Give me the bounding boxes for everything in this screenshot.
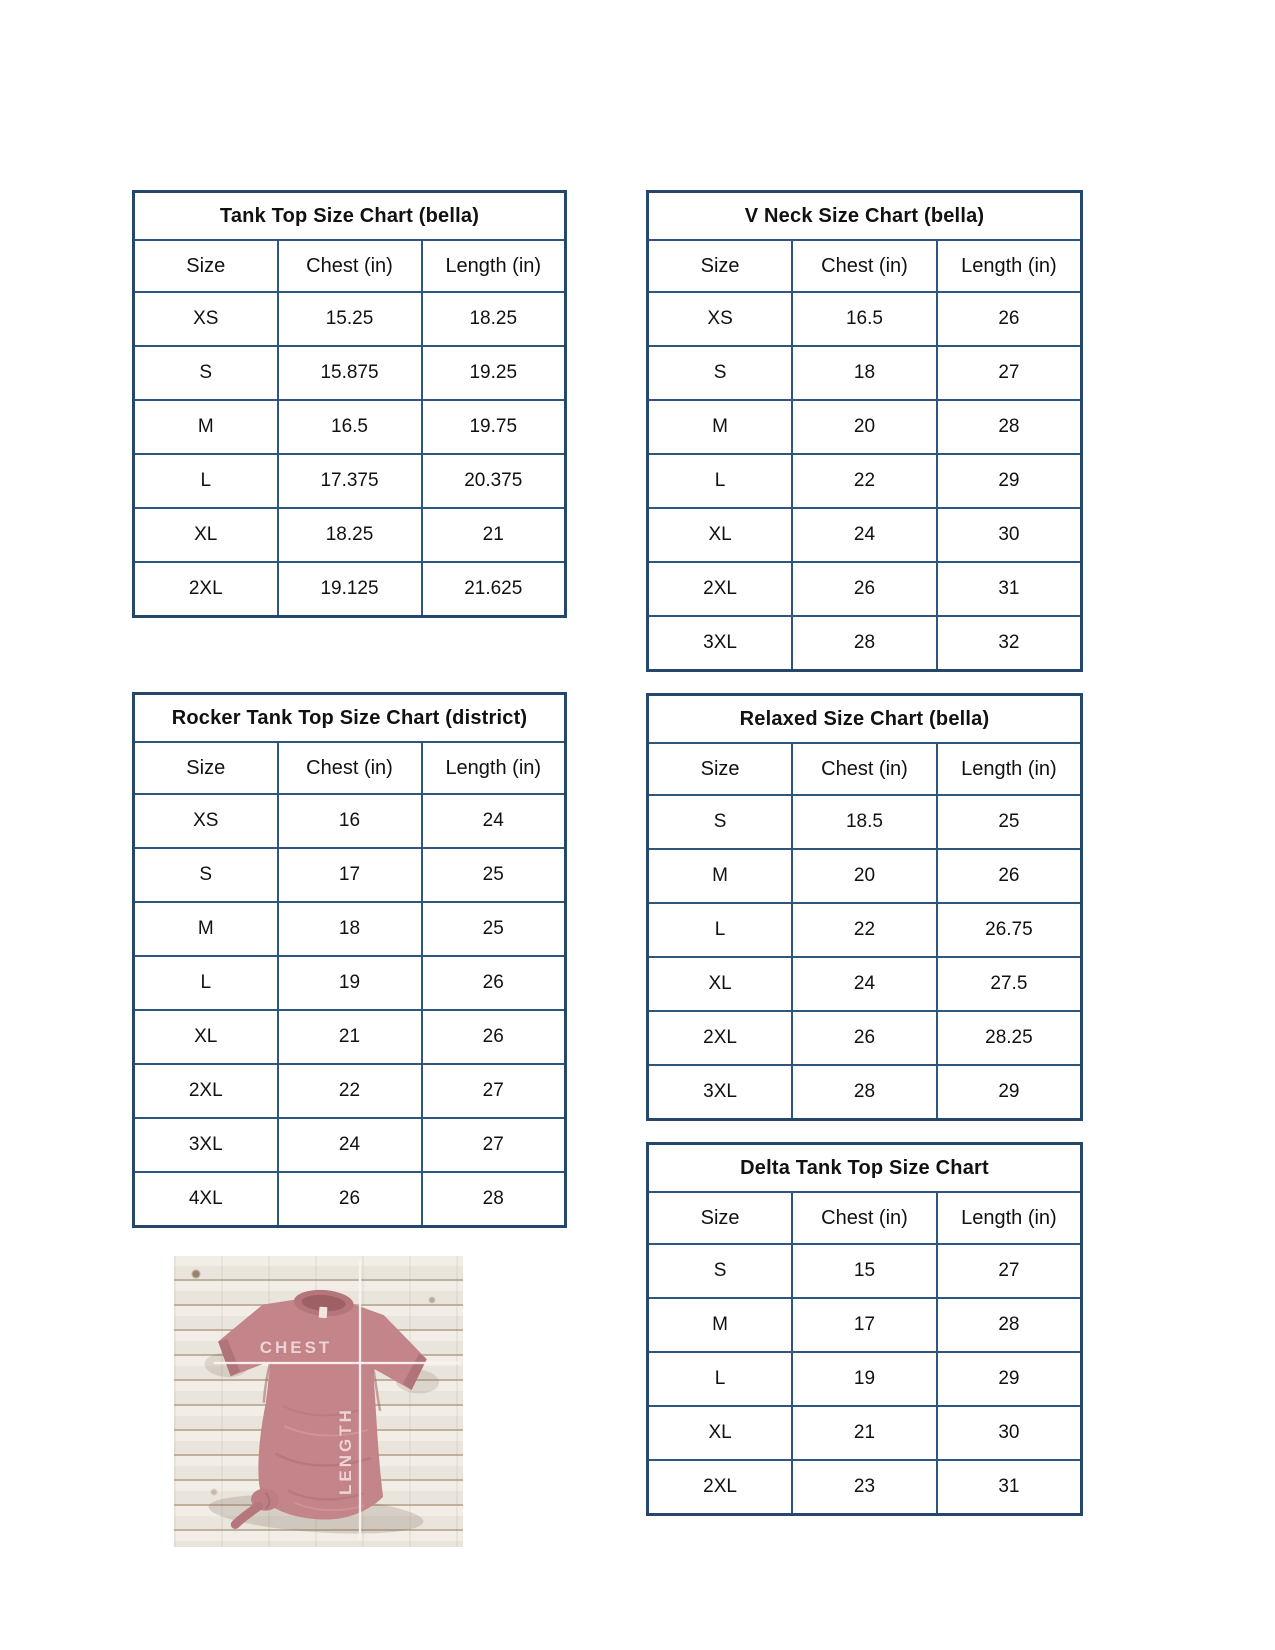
table-cell: 3XL (648, 1065, 793, 1120)
table-cell: 26 (422, 1010, 566, 1064)
table-cell: 21.625 (422, 562, 566, 617)
column-header: Length (in) (422, 240, 566, 292)
table-cell: 22 (792, 903, 937, 957)
table-cell: 26.75 (937, 903, 1082, 957)
table-cell: 28 (422, 1172, 566, 1227)
table-cell: 19 (792, 1352, 937, 1406)
table-cell: 24 (792, 508, 937, 562)
table-row (648, 292, 1082, 346)
table-title-row (134, 192, 566, 241)
table-cell: XL (648, 508, 793, 562)
table-cell: 15.875 (278, 346, 422, 400)
table-row (134, 562, 566, 617)
table-row (134, 292, 566, 346)
table-cell: 21 (422, 508, 566, 562)
table-cell: 28 (792, 1065, 937, 1120)
table-row (648, 1298, 1082, 1352)
table-title: Relaxed Size Chart (bella) (648, 695, 1082, 744)
table-cell: 24 (792, 957, 937, 1011)
column-header: Size (134, 742, 278, 794)
table-cell: 27 (937, 346, 1082, 400)
table-row (134, 1010, 566, 1064)
length-label: LENGTH (336, 1407, 355, 1495)
column-header: Size (648, 240, 793, 292)
table-cell: 18.25 (422, 292, 566, 346)
table-cell: 16.5 (278, 400, 422, 454)
table-cell: S (134, 848, 278, 902)
table-cell: 20 (792, 400, 937, 454)
column-header: Chest (in) (792, 1192, 937, 1244)
table-title: Tank Top Size Chart (bella) (134, 192, 566, 241)
table-cell: S (648, 795, 793, 849)
table-cell: 18 (792, 346, 937, 400)
table-cell: 24 (422, 794, 566, 848)
table-cell: 15.25 (278, 292, 422, 346)
table-cell: 29 (937, 454, 1082, 508)
table-cell: 27 (422, 1064, 566, 1118)
table-row (648, 795, 1082, 849)
table-cell: 31 (937, 1460, 1082, 1515)
table-cell: 21 (792, 1406, 937, 1460)
table-cell: L (134, 956, 278, 1010)
table-cell: S (648, 346, 793, 400)
table-row (648, 849, 1082, 903)
table-cell: 19.125 (278, 562, 422, 617)
table-cell: 20 (792, 849, 937, 903)
table-header-row (134, 742, 566, 794)
table-cell: 26 (937, 849, 1082, 903)
table-cell: 26 (792, 1011, 937, 1065)
table-row (648, 957, 1082, 1011)
table-row (648, 400, 1082, 454)
table-cell: 26 (792, 562, 937, 616)
table-cell: 25 (422, 848, 566, 902)
column-header: Length (in) (937, 743, 1082, 795)
table-cell: 25 (422, 902, 566, 956)
table-row (648, 1460, 1082, 1515)
column-header: Length (in) (937, 240, 1082, 292)
table-row (134, 794, 566, 848)
table-cell: XL (648, 1406, 793, 1460)
table-row (134, 1064, 566, 1118)
table-cell: L (648, 903, 793, 957)
table-cell: 21 (278, 1010, 422, 1064)
table-cell: 2XL (134, 1064, 278, 1118)
table-cell: 23 (792, 1460, 937, 1515)
table-cell: 16 (278, 794, 422, 848)
table-row (134, 400, 566, 454)
table-cell: 22 (792, 454, 937, 508)
table-cell: 27 (937, 1244, 1082, 1298)
table-cell: 18 (278, 902, 422, 956)
table-cell: 15 (792, 1244, 937, 1298)
table-cell: 26 (422, 956, 566, 1010)
table-cell: 28 (937, 400, 1082, 454)
table-cell: M (134, 902, 278, 956)
table-row (134, 848, 566, 902)
table-title-row (134, 694, 566, 743)
table-row (648, 454, 1082, 508)
table-cell: 2XL (134, 562, 278, 617)
table-header-row (648, 1192, 1082, 1244)
column-header: Chest (in) (792, 743, 937, 795)
table-title-row (648, 192, 1082, 241)
table-cell: 16.5 (792, 292, 937, 346)
table-cell: 3XL (648, 616, 793, 671)
column-header: Chest (in) (278, 742, 422, 794)
table-cell: 2XL (648, 562, 793, 616)
table-row (134, 1172, 566, 1227)
column-header: Size (648, 743, 793, 795)
table-row (648, 508, 1082, 562)
table-cell: 3XL (134, 1118, 278, 1172)
table-cell: XS (134, 292, 278, 346)
table-body (648, 1244, 1082, 1515)
table-cell: 28 (937, 1298, 1082, 1352)
table-cell: 2XL (648, 1011, 793, 1065)
size-table-relaxed (646, 693, 1083, 1121)
table-cell: 25 (937, 795, 1082, 849)
table-cell: 19.75 (422, 400, 566, 454)
table-row (134, 1118, 566, 1172)
table-cell: 26 (937, 292, 1082, 346)
column-header: Size (648, 1192, 793, 1244)
table-row (648, 1011, 1082, 1065)
length-measure-line (359, 1261, 361, 1538)
table-title: Rocker Tank Top Size Chart (district) (134, 694, 566, 743)
table-cell: 24 (278, 1118, 422, 1172)
column-header: Size (134, 240, 278, 292)
table-cell: 2XL (648, 1460, 793, 1515)
table-cell: 28.25 (937, 1011, 1082, 1065)
table-cell: S (134, 346, 278, 400)
table-cell: 28 (792, 616, 937, 671)
table-cell: 17.375 (278, 454, 422, 508)
table-row (134, 508, 566, 562)
table-cell: 19 (278, 956, 422, 1010)
table-cell: M (648, 849, 793, 903)
table-row (134, 454, 566, 508)
table-cell: 19.25 (422, 346, 566, 400)
table-row (648, 346, 1082, 400)
table-cell: 26 (278, 1172, 422, 1227)
table-cell: 31 (937, 562, 1082, 616)
shirt-photo (174, 1256, 463, 1547)
table-row (648, 1065, 1082, 1120)
table-cell: 30 (937, 1406, 1082, 1460)
table-cell: 20.375 (422, 454, 566, 508)
table-cell: XL (648, 957, 793, 1011)
table-cell: S (648, 1244, 793, 1298)
table-cell: L (648, 1352, 793, 1406)
table-title: V Neck Size Chart (bella) (648, 192, 1082, 241)
table-cell: XL (134, 1010, 278, 1064)
table-row (648, 562, 1082, 616)
table-body (648, 795, 1082, 1120)
table-row (648, 1244, 1082, 1298)
table-cell: 29 (937, 1352, 1082, 1406)
table-row (648, 616, 1082, 671)
column-header: Length (in) (937, 1192, 1082, 1244)
table-header-row (648, 743, 1082, 795)
size-table-delta-tank-top (646, 1142, 1083, 1516)
table-cell: 30 (937, 508, 1082, 562)
table-cell: 4XL (134, 1172, 278, 1227)
table-body (134, 292, 566, 617)
table-cell: 18.25 (278, 508, 422, 562)
table-row (648, 1406, 1082, 1460)
tshirt-illustration (174, 1256, 463, 1547)
table-cell: XS (134, 794, 278, 848)
table-cell: 17 (792, 1298, 937, 1352)
table-body (648, 292, 1082, 671)
table-title: Delta Tank Top Size Chart (648, 1144, 1082, 1193)
table-header-row (648, 240, 1082, 292)
table-cell: 18.5 (792, 795, 937, 849)
size-table-v-neck (646, 190, 1083, 672)
table-cell: XL (134, 508, 278, 562)
table-cell: 32 (937, 616, 1082, 671)
table-cell: 22 (278, 1064, 422, 1118)
table-row (134, 902, 566, 956)
table-cell: M (134, 400, 278, 454)
table-row (134, 346, 566, 400)
size-table-tank-top (132, 190, 567, 618)
column-header: Chest (in) (792, 240, 937, 292)
table-title-row (648, 1144, 1082, 1193)
table-cell: 29 (937, 1065, 1082, 1120)
table-row (648, 1352, 1082, 1406)
table-cell: XS (648, 292, 793, 346)
chest-label: CHEST (259, 1338, 333, 1357)
table-header-row (134, 240, 566, 292)
table-cell: M (648, 400, 793, 454)
table-cell: 17 (278, 848, 422, 902)
table-cell: L (134, 454, 278, 508)
column-header: Chest (in) (278, 240, 422, 292)
table-cell: 27.5 (937, 957, 1082, 1011)
table-row (648, 903, 1082, 957)
chest-measure-line (214, 1362, 460, 1364)
column-header: Length (in) (422, 742, 566, 794)
table-title-row (648, 695, 1082, 744)
size-table-rocker-tank-top (132, 692, 567, 1228)
table-row (134, 956, 566, 1010)
table-cell: M (648, 1298, 793, 1352)
table-body (134, 794, 566, 1227)
table-cell: L (648, 454, 793, 508)
table-cell: 27 (422, 1118, 566, 1172)
